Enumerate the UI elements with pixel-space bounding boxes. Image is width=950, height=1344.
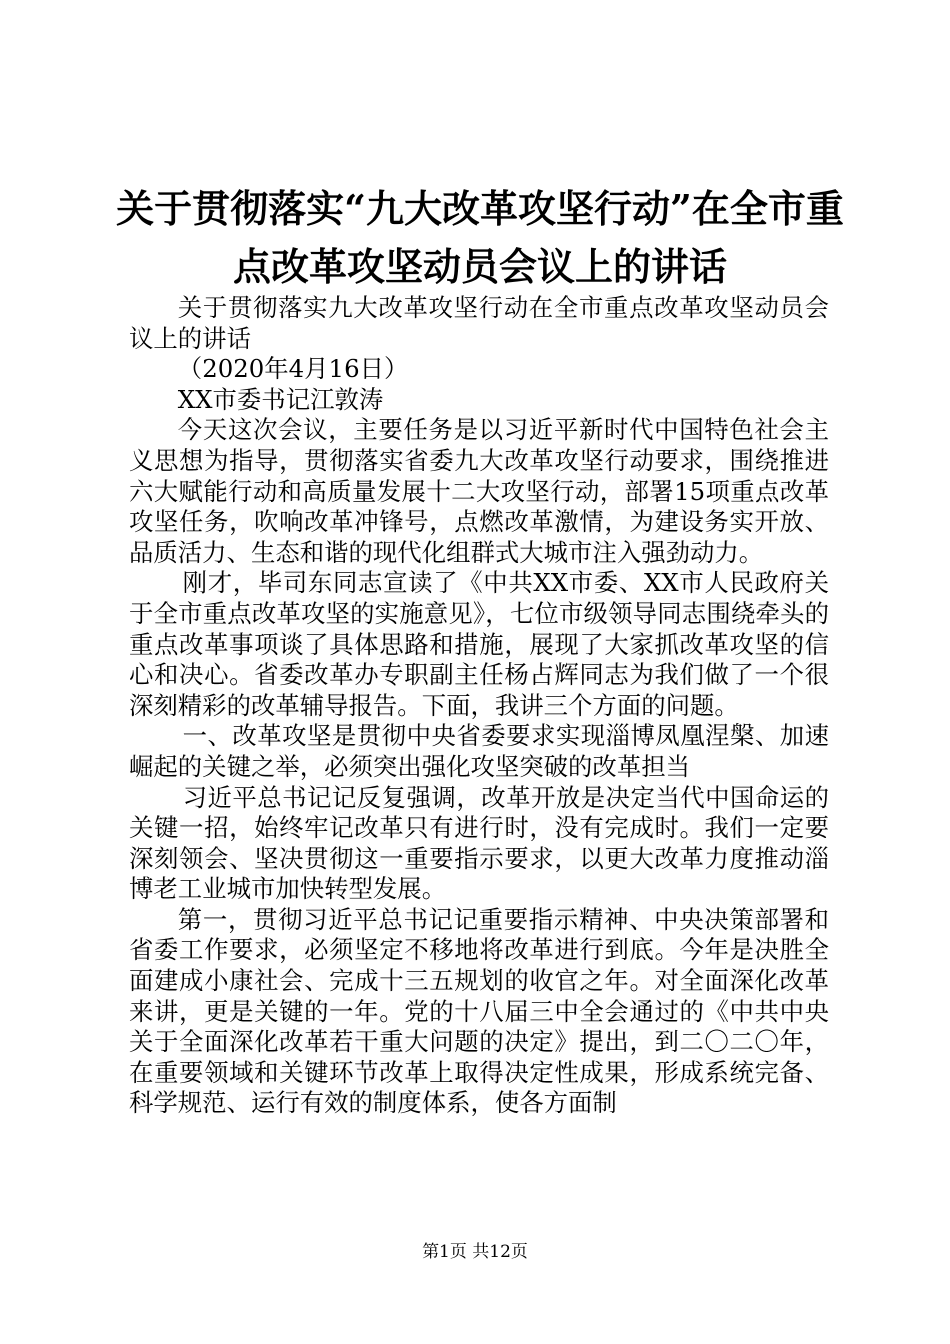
paragraph-date: （2020年4月16日） xyxy=(177,354,409,384)
paragraph-speaker: XX市委书记江敦涛 xyxy=(177,384,384,414)
section-heading: 一、改革攻坚是贯彻中央省委要求实现淄博凤凰涅槃、加速崛起的关键之举，必须突出强化攻坚突破的改革担当 xyxy=(129,721,829,781)
paragraph: 刚才，毕司东同志宣读了《中共XX市委、XX市人民政府关于全市重点改革攻坚的实施意见》，七位市级领导同志围绕牵头的重点改革事项谈了具体思路和措施，展现了大家抓改革攻坚的信心和决心。省委改革办专职副主任杨占辉同志为我们做了一个很深刻精彩的改革辅导报告。下面，我讲三个方面的问题。 xyxy=(129,568,829,720)
paragraph: 习近平总书记记反复强调，改革开放是决定当代中国命运的关键一招，始终牢记改革只有进行时，没有完成时。我们一定要深刻领会、坚决贯彻这一重要指示要求，以更大改革力度推动淄博老工业城市加快转型发展。 xyxy=(129,782,829,904)
document-title-line-1: 关于贯彻落实“九大改革攻坚行动”在全市重 xyxy=(116,186,844,231)
document-title-line-2: 点改革攻坚动员会议上的讲话 xyxy=(232,244,727,289)
paragraph: 第一，贯彻习近平总书记记重要指示精神、中央决策部署和省委工作要求，必须坚定不移地将改革进行到底。今年是决胜全面建成小康社会、完成十三五规划的收官之年。对全面深化改革来讲，更是关键的一年。党的十八届三中全会通过的《中共中央关于全面深化改革若干重大问题的决定》提出，到二〇二〇年，在重要领域和关键环节改革上取得决定性成果，形成系统完备、科学规范、运行有效的制度体系，使各方面制 xyxy=(129,904,829,1118)
document-body xyxy=(129,293,829,1119)
paragraph: 今天这次会议，主要任务是以习近平新时代中国特色社会主义思想为指导，贯彻落实省委九大改革攻坚行动要求，围绕推进六大赋能行动和高质量发展十二大攻坚行动，部署15项重点改革攻坚任务，吹响改革冲锋号，点燃改革激情，为建设务实开放、品质活力、生态和谐的现代化组群式大城市注入强劲动力。 xyxy=(129,415,829,567)
page-indicator: 第1页 共12页 xyxy=(422,1242,528,1262)
paragraph-subtitle: 关于贯彻落实九大改革攻坚行动在全市重点改革攻坚动员会议上的讲话 xyxy=(129,293,829,353)
